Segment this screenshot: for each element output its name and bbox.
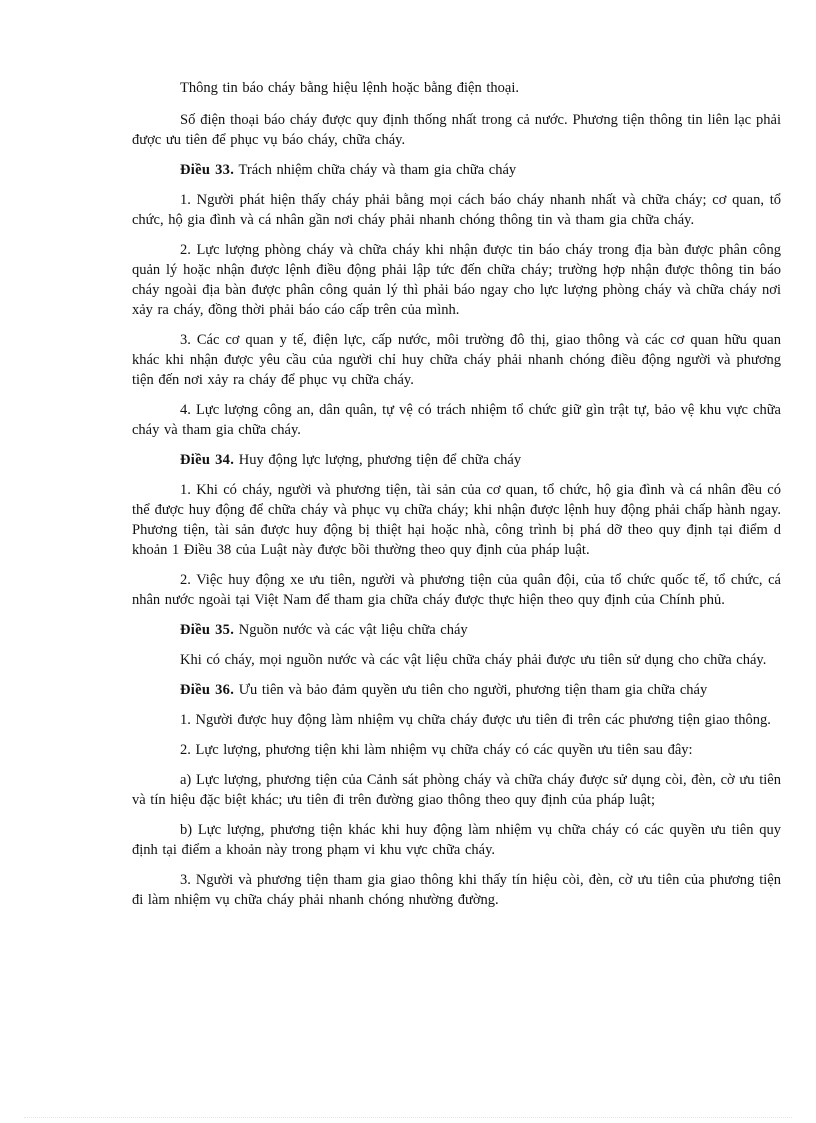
article-heading-33 — [132, 160, 781, 180]
article-title: Nguồn nước và các vật liệu chữa cháy — [234, 622, 468, 638]
paragraph: Thông tin báo cháy bằng hiệu lệnh hoặc bằng điện thoại. — [180, 80, 519, 96]
article-title: Trách nhiệm chữa cháy và tham gia chữa cháy — [234, 162, 517, 178]
article-heading-34 — [132, 450, 781, 470]
article-label: Điều 34. — [180, 452, 235, 468]
paragraph: 1. Khi có cháy, người và phương tiện, tài sản của cơ quan, tổ chức, hộ gia đình và cá nhân đều có thể được huy động để chữa cháy và phục vụ chữa cháy; khi nhận được lệnh huy động phải chấp hành ngay. Phương tiện, tài sản được huy động bị thiệt hại hoặc nhà, công trình bị phá dỡ theo quy định tại điểm d khoản 1 Điều 38 của Luật này được bồi thường theo quy định của pháp luật. — [132, 482, 781, 558]
article-heading-36 — [132, 680, 781, 700]
paragraph: 3. Các cơ quan y tế, điện lực, cấp nước, môi trường đô thị, giao thông và các cơ quan hữu quan khác khi nhận được yêu cầu của người chỉ huy chữa cháy phải nhanh chóng điều động người và phương tiện đến nơi xảy ra cháy để phục vụ chữa cháy. — [132, 332, 781, 388]
paragraph: 4. Lực lượng công an, dân quân, tự vệ có trách nhiệm tổ chức giữ gìn trật tự, bảo vệ khu vực chữa cháy và tham gia chữa cháy. — [132, 402, 781, 438]
article-title: Huy động lực lượng, phương tiện để chữa cháy — [234, 452, 522, 468]
page-bottom-divider — [24, 1117, 792, 1118]
paragraph: a) Lực lượng, phương tiện của Cảnh sát phòng cháy và chữa cháy được sử dụng còi, đèn, cờ ưu tiên và tín hiệu đặc biệt khác; ưu tiên đi trên đường giao thông theo quy định của pháp luật; — [132, 772, 781, 808]
paragraph: Khi có cháy, mọi nguồn nước và các vật liệu chữa cháy phải được ưu tiên sử dụng cho chữa cháy. — [180, 652, 767, 668]
article-label: Điều 36. — [180, 682, 235, 698]
article-heading-35 — [132, 620, 781, 640]
article-label: Điều 35. — [180, 622, 235, 638]
paragraph: b) Lực lượng, phương tiện khác khi huy động làm nhiệm vụ chữa cháy có các quyền ưu tiên quy định tại điểm a khoản này trong phạm vi khu vực chữa cháy. — [132, 822, 781, 858]
paragraph: 1. Người được huy động làm nhiệm vụ chữa cháy được ưu tiên đi trên các phương tiện giao thông. — [180, 712, 771, 728]
paragraph: 2. Lực lượng phòng cháy và chữa cháy khi nhận được tin báo cháy trong địa bàn được phân công quản lý hoặc nhận được lệnh điều động phải lập tức đến chữa cháy; trường hợp nhận được thông tin báo cháy ngoài địa bàn được phân công quản lý thì phải báo ngay cho lực lượng phòng cháy và chữa cháy nơi xảy ra cháy, đồng thời phải báo cáo cấp trên của mình. — [132, 242, 781, 318]
paragraph: 2. Việc huy động xe ưu tiên, người và phương tiện của quân đội, của tổ chức quốc tế, tổ chức, cá nhân nước ngoài tại Việt Nam để tham gia chữa cháy được thực hiện theo quy định của Chính phủ. — [132, 572, 781, 608]
paragraph: 3. Người và phương tiện tham gia giao thông khi thấy tín hiệu còi, đèn, cờ ưu tiên của phương tiện đi làm nhiệm vụ chữa cháy phải nhanh chóng nhường đường. — [132, 872, 781, 908]
paragraph: 1. Người phát hiện thấy cháy phải bằng mọi cách báo cháy nhanh nhất và chữa cháy; cơ quan, tổ chức, hộ gia đình và cá nhân gần nơi cháy phải nhanh chóng thông tin và tham gia chữa cháy. — [132, 192, 781, 228]
article-label: Điều 33. — [180, 162, 235, 178]
paragraph: 2. Lực lượng, phương tiện khi làm nhiệm vụ chữa cháy có các quyền ưu tiên sau đây: — [180, 742, 693, 758]
article-title: Ưu tiên và bảo đảm quyền ưu tiên cho người, phương tiện tham gia chữa cháy — [234, 682, 708, 698]
paragraph: Số điện thoại báo cháy được quy định thống nhất trong cả nước. Phương tiện thông tin liên lạc phải được ưu tiên để phục vụ báo cháy, chữa cháy. — [132, 112, 781, 148]
